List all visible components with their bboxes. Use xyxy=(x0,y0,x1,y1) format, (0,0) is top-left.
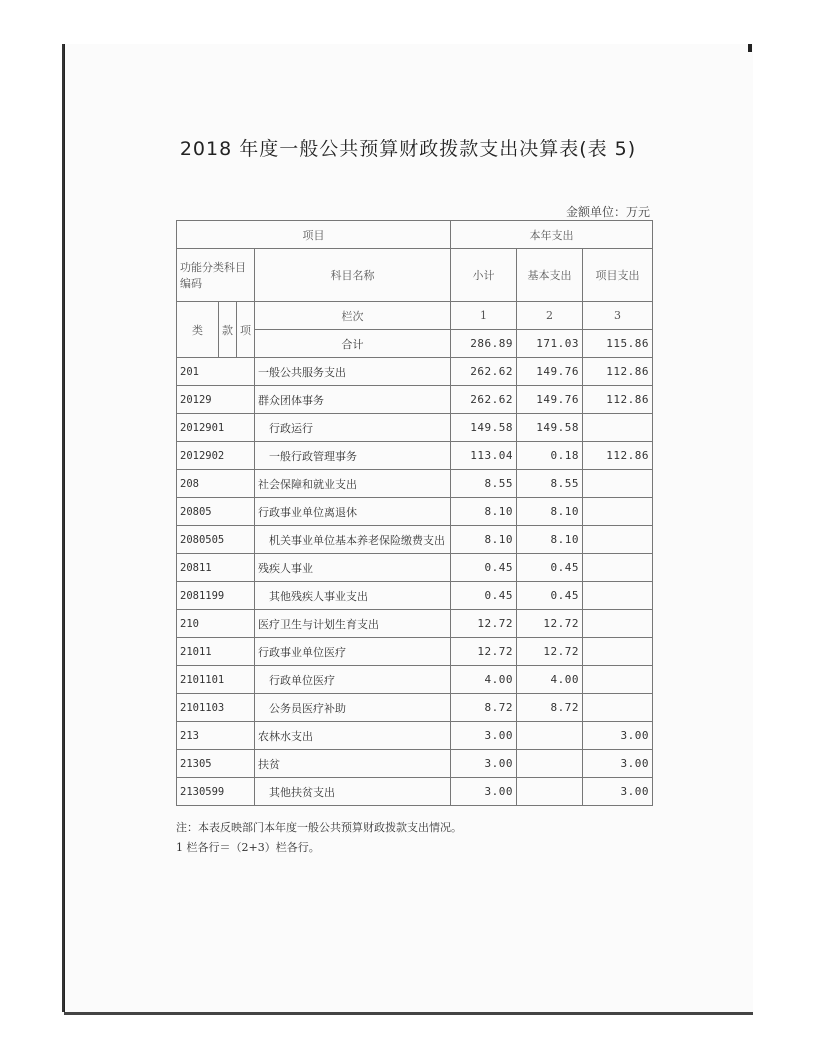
row-code: 2101101 xyxy=(177,666,255,694)
row-subtotal: 262.62 xyxy=(451,358,517,386)
row-code: 2012901 xyxy=(177,414,255,442)
table-row xyxy=(177,722,653,750)
row-project: 3.00 xyxy=(583,722,653,750)
notes xyxy=(176,818,462,858)
budget-table xyxy=(176,220,653,806)
row-name: 农林水支出 xyxy=(255,722,451,750)
row-name: 一般公共服务支出 xyxy=(255,358,451,386)
total-subtotal: 286.89 xyxy=(451,330,517,358)
row-subtotal: 3.00 xyxy=(451,750,517,778)
row-code: 2012902 xyxy=(177,442,255,470)
row-basic: 0.18 xyxy=(517,442,583,470)
row-basic: 4.00 xyxy=(517,666,583,694)
row-code: 2080505 xyxy=(177,526,255,554)
header-current-year: 本年支出 xyxy=(451,221,653,249)
table-row xyxy=(177,778,653,806)
header-project: 项目 xyxy=(177,221,451,249)
table-row xyxy=(177,442,653,470)
table-row xyxy=(177,358,653,386)
table-row xyxy=(177,470,653,498)
header-lei: 类 xyxy=(177,302,219,358)
header-kuan: 款 xyxy=(219,302,237,358)
row-code: 20129 xyxy=(177,386,255,414)
table-row xyxy=(177,666,653,694)
row-basic xyxy=(517,778,583,806)
row-basic: 149.76 xyxy=(517,358,583,386)
row-project xyxy=(583,414,653,442)
row-name: 行政运行 xyxy=(255,414,451,442)
document-title: 2018 年度一般公共预算财政拨款支出决算表(表 5) xyxy=(179,138,637,160)
row-project xyxy=(583,498,653,526)
row-subtotal: 4.00 xyxy=(451,666,517,694)
row-basic: 8.10 xyxy=(517,526,583,554)
row-name: 群众团体事务 xyxy=(255,386,451,414)
row-basic: 8.10 xyxy=(517,498,583,526)
row-name: 行政单位医疗 xyxy=(255,666,451,694)
table-row xyxy=(177,638,653,666)
row-name: 公务员医疗补助 xyxy=(255,694,451,722)
row-basic: 12.72 xyxy=(517,638,583,666)
header-row-1 xyxy=(177,221,653,249)
table-row xyxy=(177,386,653,414)
row-name: 机关事业单位基本养老保险缴费支出 xyxy=(255,526,451,554)
row-code: 201 xyxy=(177,358,255,386)
table-row xyxy=(177,498,653,526)
row-subtotal: 0.45 xyxy=(451,582,517,610)
row-basic: 8.55 xyxy=(517,470,583,498)
row-code: 20811 xyxy=(177,554,255,582)
header-xiang: 项 xyxy=(237,302,255,358)
row-subtotal: 8.72 xyxy=(451,694,517,722)
row-name: 残疾人事业 xyxy=(255,554,451,582)
row-project: 112.86 xyxy=(583,442,653,470)
total-basic: 171.03 xyxy=(517,330,583,358)
table-row xyxy=(177,750,653,778)
table-row xyxy=(177,554,653,582)
row-basic xyxy=(517,722,583,750)
row-code: 2130599 xyxy=(177,778,255,806)
page-edge-mark xyxy=(748,44,752,52)
row-name: 其他扶贫支出 xyxy=(255,778,451,806)
table-row xyxy=(177,414,653,442)
row-code: 20805 xyxy=(177,498,255,526)
row-basic xyxy=(517,750,583,778)
row-project xyxy=(583,582,653,610)
row-project xyxy=(583,638,653,666)
row-project xyxy=(583,666,653,694)
total-label: 合计 xyxy=(255,330,451,358)
header-col1: 1 xyxy=(451,302,517,330)
row-subtotal: 0.45 xyxy=(451,554,517,582)
header-subtotal: 小计 xyxy=(451,249,517,302)
row-name: 行政事业单位医疗 xyxy=(255,638,451,666)
row-code: 2081199 xyxy=(177,582,255,610)
row-subtotal: 8.10 xyxy=(451,526,517,554)
row-name: 社会保障和就业支出 xyxy=(255,470,451,498)
row-basic: 12.72 xyxy=(517,610,583,638)
row-subtotal: 12.72 xyxy=(451,610,517,638)
row-code: 213 xyxy=(177,722,255,750)
header-subject-name: 科目名称 xyxy=(255,249,451,302)
header-row-3 xyxy=(177,302,653,330)
note-line-1: 注：本表反映部门本年度一般公共预算财政拨款支出情况。 xyxy=(176,821,462,834)
row-code: 2101103 xyxy=(177,694,255,722)
row-name: 扶贫 xyxy=(255,750,451,778)
row-subtotal: 8.10 xyxy=(451,498,517,526)
header-row-2 xyxy=(177,249,653,302)
row-name: 行政事业单位离退休 xyxy=(255,498,451,526)
row-basic: 0.45 xyxy=(517,582,583,610)
header-col2: 2 xyxy=(517,302,583,330)
table-row xyxy=(177,526,653,554)
row-code: 21011 xyxy=(177,638,255,666)
header-func-code: 功能分类科目编码 xyxy=(177,249,255,302)
row-basic: 0.45 xyxy=(517,554,583,582)
row-code: 208 xyxy=(177,470,255,498)
amount-unit: 金额单位：万元 xyxy=(565,205,650,219)
row-project xyxy=(583,694,653,722)
row-subtotal: 3.00 xyxy=(451,778,517,806)
row-subtotal: 8.55 xyxy=(451,470,517,498)
row-name: 其他残疾人事业支出 xyxy=(255,582,451,610)
table-row xyxy=(177,582,653,610)
table-row xyxy=(177,694,653,722)
row-project: 3.00 xyxy=(583,778,653,806)
row-basic: 8.72 xyxy=(517,694,583,722)
row-code: 21305 xyxy=(177,750,255,778)
row-basic: 149.76 xyxy=(517,386,583,414)
note-line-2: 1 栏各行＝（2+3）栏各行。 xyxy=(176,841,320,854)
row-subtotal: 3.00 xyxy=(451,722,517,750)
row-name: 医疗卫生与计划生育支出 xyxy=(255,610,451,638)
row-project xyxy=(583,610,653,638)
row-basic: 149.58 xyxy=(517,414,583,442)
row-name: 一般行政管理事务 xyxy=(255,442,451,470)
header-column-no: 栏次 xyxy=(255,302,451,330)
row-subtotal: 113.04 xyxy=(451,442,517,470)
row-subtotal: 149.58 xyxy=(451,414,517,442)
total-project: 115.86 xyxy=(583,330,653,358)
header-project-exp: 项目支出 xyxy=(583,249,653,302)
header-col3: 3 xyxy=(583,302,653,330)
table-row xyxy=(177,610,653,638)
row-code: 210 xyxy=(177,610,255,638)
row-project: 3.00 xyxy=(583,750,653,778)
header-basic: 基本支出 xyxy=(517,249,583,302)
row-project xyxy=(583,526,653,554)
row-subtotal: 262.62 xyxy=(451,386,517,414)
row-subtotal: 12.72 xyxy=(451,638,517,666)
row-project: 112.86 xyxy=(583,358,653,386)
row-project xyxy=(583,554,653,582)
row-project: 112.86 xyxy=(583,386,653,414)
row-project xyxy=(583,470,653,498)
